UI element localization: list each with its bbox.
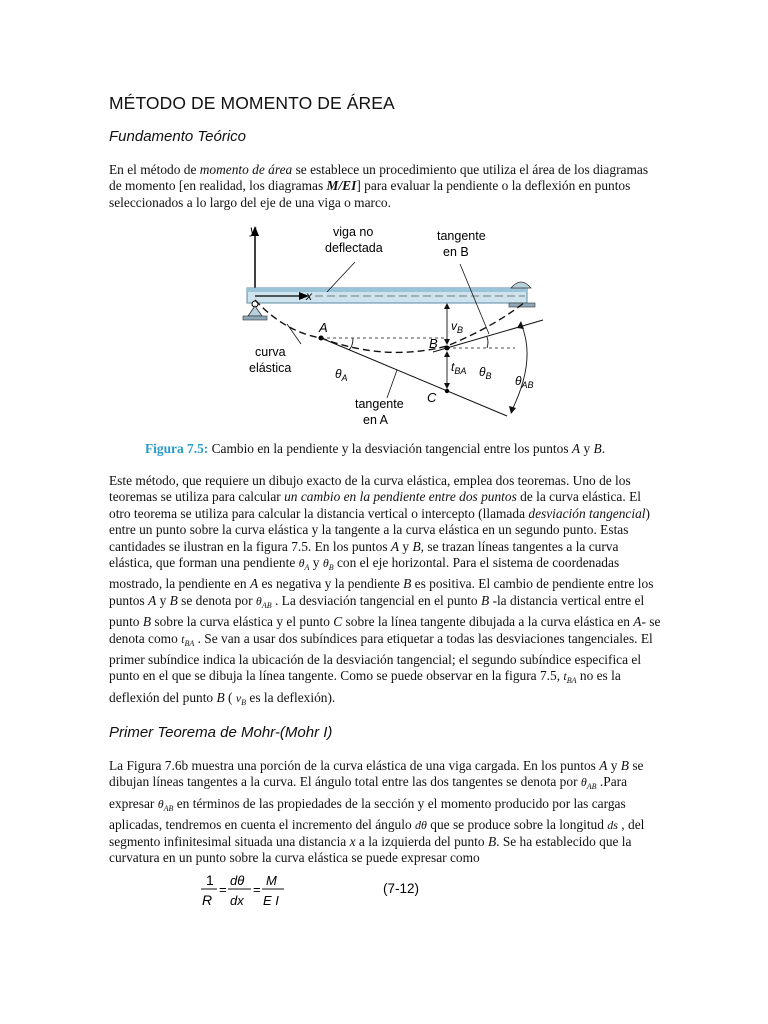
p2-b4: B <box>480 592 490 608</box>
p2-theta-b-sub: B <box>328 563 334 573</box>
p2-theta-b: θ <box>322 556 329 571</box>
beam-top-face <box>247 288 527 292</box>
p2-tba2-sub: BA <box>566 676 577 686</box>
vb-arrow-top <box>444 303 450 309</box>
p2-a3: A <box>148 592 157 608</box>
p2-t13: sobre la curva elástica y el punto <box>151 614 334 630</box>
theta-ab-arrow-top <box>517 321 524 329</box>
p2-t15: - se denota como <box>109 614 661 646</box>
eq-numerator-2: dθ <box>230 873 245 888</box>
figure-caption <box>145 441 605 457</box>
p2-b5: B <box>142 614 152 630</box>
label-tangente-b-2: en B <box>443 245 469 259</box>
label-tba: $t_{BA}$ <box>451 360 467 376</box>
figure-7-5 <box>225 220 570 432</box>
p1-text-e: ] para evaluar la pendiente o la deflexión en puntos seleccionados a lo largo del eje de una viga o marco. <box>109 178 631 210</box>
label-viga-1: viga no <box>333 225 374 239</box>
p2-c: C <box>333 614 343 630</box>
p2-t16: . Se van a usar dos subíndices para etiquetar a todas las desviaciones tangenciales. El primer subíndice indica la ubicación de la desviación tangencial; el segundo subíndice especifica el punto en el que se dibuja la línea tangente. Como se puede observar en la figura 7.5, <box>109 630 653 684</box>
p2-b3: B <box>169 592 178 608</box>
p3-b: B <box>620 758 629 773</box>
p3-theta-ab: θ <box>580 775 587 790</box>
arc-theta-a <box>349 338 353 350</box>
caption-y: y <box>580 441 594 456</box>
p2-vb: v <box>235 690 242 705</box>
p3-theta-ab-sub: AB <box>586 782 597 792</box>
p2-t2: un cambio en la pendiente entre dos puntos <box>284 489 517 505</box>
eq-equals-1: = <box>219 882 227 897</box>
x-label: x <box>306 289 312 303</box>
p2-a2: A <box>249 576 259 592</box>
caption-text: Cambio en la pendiente y la desviación tangencial entre los puntos <box>208 441 572 456</box>
tba-arrow-bottom <box>444 383 450 389</box>
p3-t8: . Se ha establecido que la curvatura en un punto sobre la curva elástica se puede expresar como <box>109 833 632 866</box>
p2-t1: Este método, que requiere un dibujo exacto de la curva elástica, emplea dos teoremas. Uno de los teoremas se utiliza para calcular <box>109 473 631 505</box>
p3-b2: B <box>487 833 497 849</box>
label-a: A <box>319 320 328 335</box>
label-theta-a: $\theta_A$ <box>335 367 348 383</box>
p2-t9: es positiva. El cambio de pendiente entre los puntos <box>109 576 654 608</box>
p2-b: B <box>412 538 421 554</box>
p3-t5: que se produce sobre la longitud <box>426 817 608 833</box>
arc-theta-ab <box>511 324 527 412</box>
p3-theta-ab2-sub: AB <box>163 803 174 813</box>
eq-denominator-3: E I <box>263 893 279 908</box>
vb-arrow-bottom <box>444 339 450 345</box>
y-label: y <box>250 223 256 237</box>
p3-t2: se dibujan líneas tangentes a la curva. El ángulo total entre las dos tangentes se denota por <box>109 758 644 790</box>
p2-tba: t <box>181 631 185 646</box>
page-title: MÉTODO DE MOMENTO DE ÁREA <box>109 93 395 113</box>
leader-curva <box>287 324 301 344</box>
label-tangente-b-1: tangente <box>437 229 486 243</box>
p2-theta-ab-sub: AB <box>261 600 272 610</box>
p2-a: A <box>390 538 400 554</box>
p2-t10: se denota por <box>177 592 256 608</box>
eq-equals-2: = <box>253 882 261 897</box>
label-b: B <box>429 336 438 351</box>
p2-t3: de la curva elástica. El otro teorema se utiliza para calcular la distancia vertical o intercepto (llamada <box>109 489 641 521</box>
p2-y: y <box>399 538 413 554</box>
caption-a: A <box>571 441 581 456</box>
p2-tba2: t <box>563 669 567 684</box>
section-heading-mohr: Primer Teorema de Mohr-(Mohr I) <box>109 724 333 741</box>
caption-b: B <box>593 441 602 456</box>
support-right-rocker <box>511 282 531 288</box>
point-c <box>445 389 449 393</box>
p2-t14: sobre la línea tangente dibujada a la curva elástica en <box>342 614 634 630</box>
label-viga-2: deflectada <box>325 241 383 255</box>
p1-text-c: se establece un procedimiento que utiliza el área de los diagramas de momento [en realidad, los diagramas <box>109 162 649 194</box>
label-theta-b: $\theta_B$ <box>479 365 492 381</box>
p3-x: x <box>349 833 356 849</box>
label-vb: $v_B$ <box>451 319 464 335</box>
section-heading-fundamento: Fundamento Teórico <box>109 128 247 145</box>
eq-numerator-3: M <box>266 873 277 888</box>
label-theta-ab: $\theta_{AB}$ <box>515 374 534 390</box>
mohr-paragraph <box>109 758 661 866</box>
p3-t3: .Para expresar <box>109 774 628 811</box>
p3-t6: , del segmento infinitesimal situada una distancia <box>109 817 645 849</box>
p2-vb-sub: B <box>241 697 247 707</box>
p2-t19: es la deflexión). <box>246 689 336 705</box>
p1-text-b: momento de área <box>199 162 293 177</box>
intro-paragraph <box>109 162 661 211</box>
p2-t18: ( <box>224 689 236 705</box>
p1-text-d: M/EI <box>326 178 357 194</box>
p3-dtheta: dθ <box>415 818 427 833</box>
label-c: C <box>427 390 437 405</box>
p2-b2: B <box>403 576 412 592</box>
eq-denominator-1: R <box>202 892 213 908</box>
eq-number: (7-12) <box>383 881 420 896</box>
p3-a: A <box>599 758 608 773</box>
support-left-base <box>243 316 267 320</box>
p1-text-a: En el método de <box>109 162 200 177</box>
method-paragraph <box>109 473 661 711</box>
p2-t12: -la distancia vertical entre el punto <box>109 592 645 630</box>
tba-arrow-top <box>444 351 450 357</box>
theta-ab-arrow-bottom <box>509 406 516 414</box>
p2-t5: ) entre un punto sobre la curva elástica y la tangente a la curva elástica en un segundo punto. Estas cantidades se ilustran en la figura 7.5. En los puntos <box>109 505 650 554</box>
equation-7-12 <box>195 868 435 912</box>
p2-theta-a-sub: A <box>304 563 310 573</box>
label-tangente-a-2: en A <box>363 413 389 427</box>
p2-y3: y <box>156 592 170 608</box>
eq-numerator-1: 1 <box>206 872 214 888</box>
p2-t4: desviación tangencial <box>528 505 646 521</box>
p3-t1: La Figura 7.6b muestra una porción de la curva elástica de una viga cargada. En los puntos <box>109 758 600 773</box>
p3-y: y <box>607 758 621 773</box>
label-tangente-a-1: tangente <box>355 397 404 411</box>
p2-t7: con el eje horizontal. Para el sistema de coordenadas mostrado, la pendiente en <box>109 555 620 592</box>
p2-theta-a: θ <box>298 556 305 571</box>
p2-theta-ab: θ <box>255 593 262 608</box>
p2-t11: . La desviación tangencial en el punto <box>271 592 481 608</box>
p3-ds: ds <box>607 818 618 833</box>
caption-label: Figura 7.5: <box>145 441 209 456</box>
elastic-curve <box>255 300 525 352</box>
label-curva-1: curva <box>255 345 286 359</box>
p2-b6: B <box>216 689 225 705</box>
p3-t4: en términos de las propiedades de la sección y el momento producido por las cargas aplicadas, tendremos en cuenta el incremento del ángulo <box>109 795 626 833</box>
label-curva-2: elástica <box>249 361 292 375</box>
p2-tba-sub: BA <box>184 638 195 648</box>
support-left-triangle <box>248 306 262 316</box>
p2-y2: y <box>309 555 323 571</box>
eq-denominator-2: dx <box>230 893 244 908</box>
p2-a4: A <box>633 614 642 630</box>
caption-end: . <box>601 441 606 456</box>
leader-tangente-a <box>387 370 397 398</box>
arc-theta-b <box>487 337 488 348</box>
p2-t17: no es la deflexión del punto <box>109 668 621 705</box>
p2-t6: , se trazan líneas tangentes a la curva elástica, que forman una pendiente <box>109 538 619 571</box>
p2-t8: es negativa y la pendiente <box>258 576 404 592</box>
p3-t7: a la izquierda del punto <box>355 833 488 849</box>
p3-theta-ab2: θ <box>157 796 164 811</box>
